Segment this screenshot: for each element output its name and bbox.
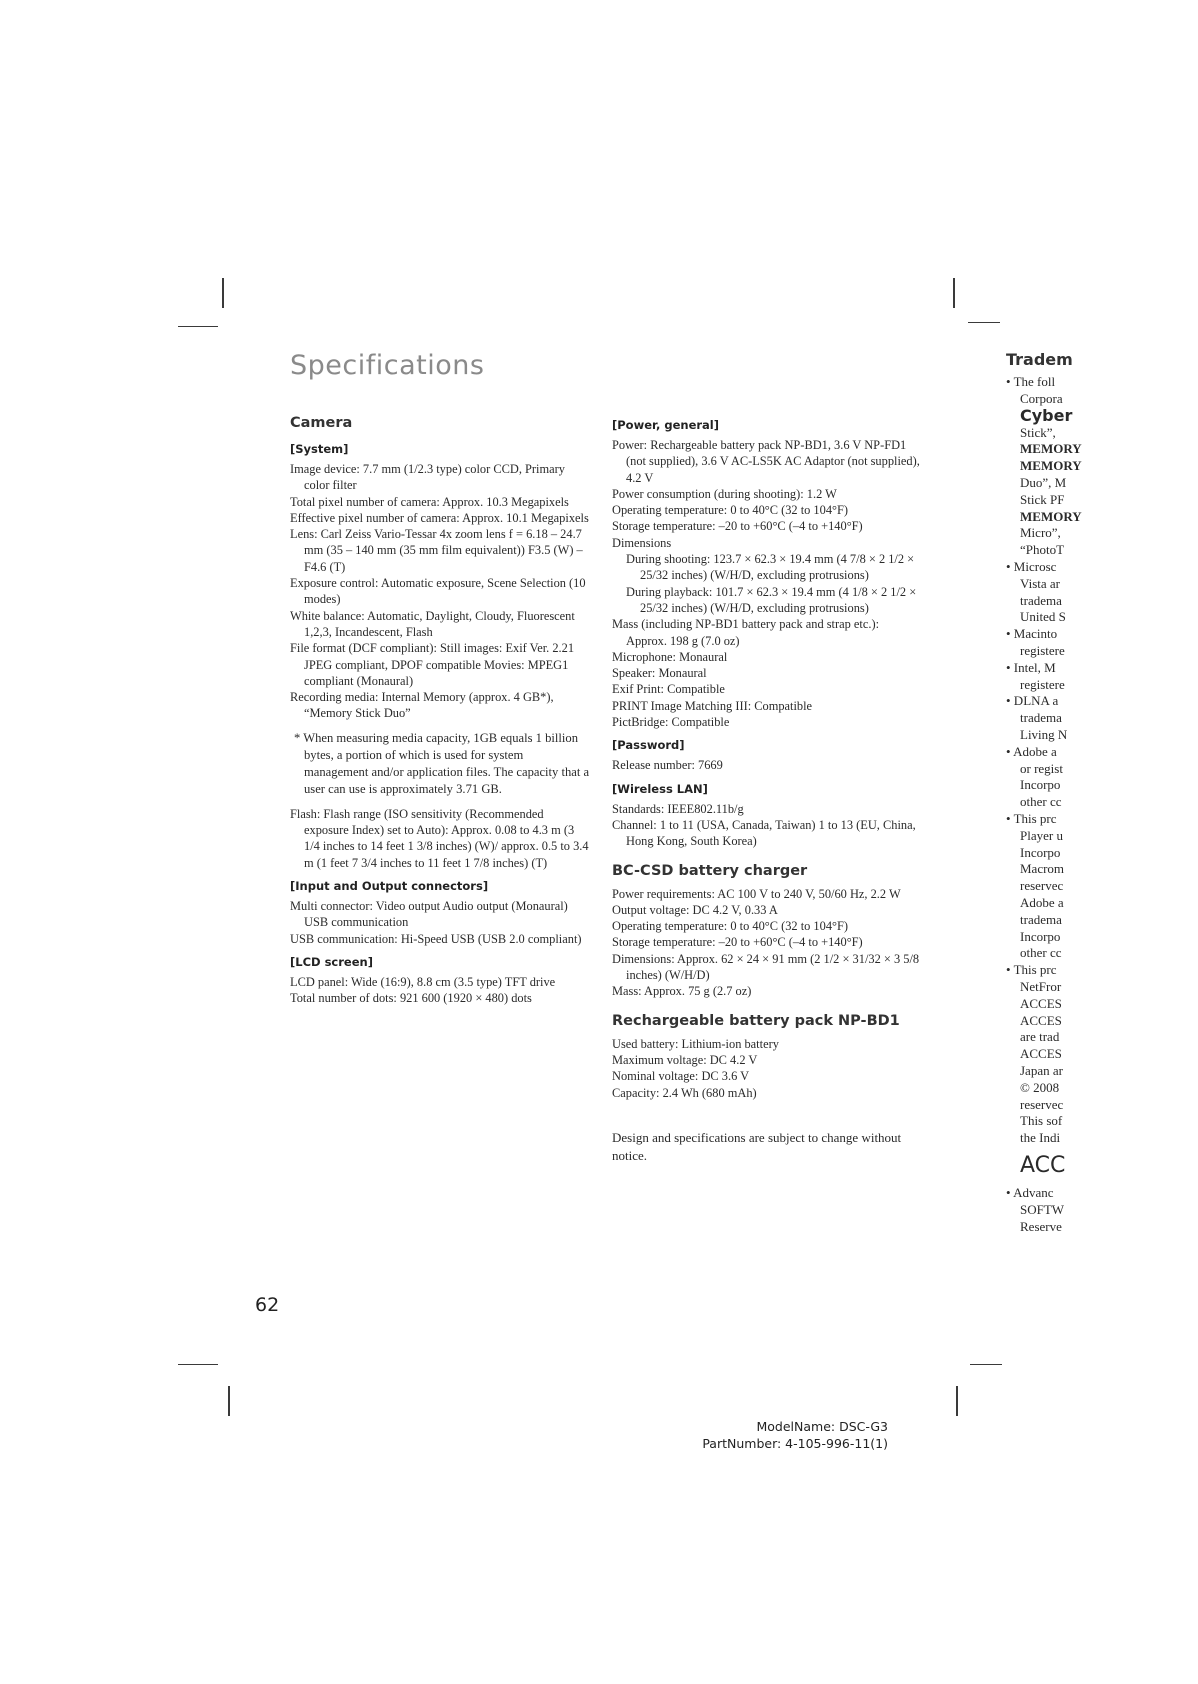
spec-line: Mass: Approx. 75 g (2.7 oz) [612, 984, 752, 999]
trademark-line: tradema [1020, 911, 1062, 927]
trademark-line: Adobe a [1020, 895, 1064, 910]
spec-line: Multi connector: Video output Audio output (Monaural) USB communication [290, 898, 568, 930]
spec-line: PRINT Image Matching III: Compatible [612, 698, 813, 713]
wireless-channel: Channel: 1 to 11 (USA, Canada, Taiwan) 1 to 13 (EU, China, Hong Kong, South Korea) [612, 817, 916, 849]
trademark-line: • Adobe a [1006, 743, 1057, 759]
spec-line: Exposure control: Automatic exposure, Scene Selection (10 modes) [290, 576, 586, 607]
trademark-line: • This prc [1006, 962, 1057, 978]
trademark-line: • This prc [1006, 811, 1057, 827]
model-name: ModelName: DSC-G3 [756, 1419, 888, 1434]
spec-line: Maximum voltage: DC 4.2 V [612, 1052, 758, 1067]
wireless-heading: [Wireless LAN] [612, 781, 708, 796]
trademark-line: registere [1020, 676, 1065, 692]
crop-mark-top-left-horizontal [178, 326, 218, 327]
trademark-line: Stick PF [1020, 491, 1065, 507]
power-heading: [Power, general] [612, 418, 720, 432]
trademark-line: • Macinto [1006, 626, 1058, 642]
spec-line: USB communication: Hi-Speed USB (USB 2.0 compliant) [290, 931, 582, 946]
print-footer [700, 1418, 888, 1452]
spec-line: Mass (including NP-BD1 battery pack and strap etc.): Approx. 198 g (7.0 oz) [612, 617, 880, 648]
trademark-line: • Intel, M [1006, 659, 1056, 675]
trademark-line: United S [1020, 609, 1066, 625]
crop-mark-bottom-left-horizontal [178, 1364, 218, 1365]
part-number: PartNumber: 4-105-996-11(1) [702, 1436, 888, 1451]
trademark-line: SOFTW [1020, 1201, 1065, 1217]
spec-line: Recording media: Internal Memory (approx. 4 GB*), “Memory Stick Duo” [290, 690, 554, 721]
spec-line: White balance: Automatic, Daylight, Cloudy, Fluorescent 1,2,3, Incandescent, Flash [290, 608, 575, 639]
lcd-heading: [LCD screen] [290, 954, 373, 969]
flash-spec: Flash: Flash range (ISO sensitivity (Recommended exposure Index) set to Auto): Approx. 0.08 to 4.3 m (3 1/4 inches to 14 feet 1 3/8 inches) (W)/ approx. 0.5 to 3.4 m (1 feet 7 3/4 inches to 11 feet 1 7/8 inches) (T) [290, 806, 589, 870]
trademark-line: • Advanc [1006, 1184, 1054, 1200]
release-number: Release number: 7669 [612, 758, 723, 773]
io-heading: [Input and Output connectors] [290, 878, 489, 893]
access-logo: ACC [1020, 1152, 1066, 1178]
trademark-line: NetFror [1020, 978, 1062, 994]
system-heading: [System] [290, 442, 349, 456]
trademark-line: “PhotoT [1020, 542, 1065, 558]
trademark-line: Player u [1020, 827, 1063, 843]
spec-line: Image device: 7.7 mm (1/2.3 type) color CCD, Primary color filter [290, 462, 565, 493]
spec-line: Used battery: Lithium-ion battery [612, 1036, 779, 1051]
trademark-line: Micro”, [1020, 525, 1061, 541]
spec-line: Microphone: Monaural [612, 649, 728, 664]
trademark-line: Macrom [1020, 861, 1065, 877]
battery-heading: Rechargeable battery pack NP-BD1 [612, 1012, 900, 1029]
spec-line: Total pixel number of camera: Approx. 10.3 Megapixels [290, 494, 569, 509]
trademark-line: Corpora [1020, 391, 1063, 407]
camera-column [290, 410, 590, 1006]
trademark-line: Incorpo [1020, 928, 1061, 944]
trademark-line: ACCES [1020, 995, 1062, 1011]
closing-note: Design and specifications are subject to change without notice. [612, 1129, 902, 1163]
page-title: Specifications [290, 350, 485, 381]
trademark-line: © 2008 [1020, 1079, 1060, 1095]
trademark-line: other cc [1020, 794, 1062, 810]
trademarks-heading: Tradem [1006, 352, 1073, 369]
crop-mark-bottom-left-vertical [228, 1386, 230, 1416]
spec-line: Output voltage: DC 4.2 V, 0.33 A [612, 902, 778, 917]
spec-line: PictBridge: Compatible [612, 715, 730, 730]
trademark-line: MEMORY [1020, 458, 1082, 474]
spec-line: During shooting: 123.7 × 62.3 × 19.4 mm (4 7/8 × 2 1/2 × 25/32 inches) (W/H/D, excluding protrusions) [626, 552, 915, 583]
spec-line: LCD panel: Wide (16:9), 8.8 cm (3.5 type) TFT drive [290, 974, 556, 989]
trademark-line: registere [1020, 643, 1065, 659]
trademark-line: • The foll [1006, 374, 1056, 390]
camera-heading: Camera [290, 415, 353, 431]
trademark-line: MEMORY [1020, 441, 1082, 457]
crop-mark-top-right-horizontal [968, 322, 1000, 323]
trademark-line: Stick”, [1020, 424, 1056, 440]
trademarks-column [1006, 352, 1198, 1235]
spec-line: Operating temperature: 0 to 40°C (32 to 104°F) [612, 919, 848, 934]
trademark-line: Cyber [1020, 405, 1073, 425]
spec-line: Operating temperature: 0 to 40°C (32 to 104°F) [612, 503, 848, 518]
spec-line: Power consumption (during shooting): 1.2 W [612, 486, 837, 501]
spec-line: Storage temperature: –20 to +60°C (–4 to +140°F) [612, 935, 863, 950]
trademark-line: Living N [1020, 727, 1068, 743]
spec-line: Dimensions [612, 535, 672, 550]
trademark-line: This sof [1020, 1113, 1063, 1129]
trademark-line: tradema [1020, 592, 1062, 608]
spec-line: Nominal voltage: DC 3.6 V [612, 1069, 750, 1084]
spec-line: Lens: Carl Zeiss Vario-Tessar 4x zoom lens f = 6.18 – 24.7 mm (35 – 140 mm (35 mm film equivalent)) F3.5 (W) – F4.6 (T) [290, 527, 583, 574]
password-heading: [Password] [612, 738, 685, 753]
spec-line: Power requirements: AC 100 V to 240 V, 50/60 Hz, 2.2 W [612, 886, 901, 901]
trademark-line: reservec [1020, 878, 1064, 894]
spec-line: Exif Print: Compatible [612, 682, 725, 697]
spec-line: During playback: 101.7 × 62.3 × 19.4 mm (4 1/8 × 2 1/2 × 25/32 inches) (W/H/D, excluding protrusions) [626, 584, 917, 615]
spec-line: Capacity: 2.4 Wh (680 mAh) [612, 1085, 757, 1100]
crop-mark-bottom-right-vertical [956, 1386, 958, 1416]
trademark-line: ACCES [1020, 1012, 1062, 1028]
trademark-line: are trad [1020, 1029, 1060, 1045]
crop-mark-bottom-right-horizontal [970, 1364, 1002, 1365]
trademark-line: Reserve [1020, 1218, 1062, 1234]
crop-mark-top-left-vertical [222, 278, 224, 308]
trademark-line: Incorpo [1020, 844, 1061, 860]
trademark-line: the Indi [1020, 1130, 1061, 1146]
spec-line: Dimensions: Approx. 62 × 24 × 91 mm (2 1/2 × 31/32 × 3 5/8 inches) (W/H/D) [612, 951, 920, 983]
trademark-line: • DLNA a [1006, 693, 1059, 709]
trademark-line: ACCES [1020, 1046, 1062, 1062]
charger-heading: BC-CSD battery charger [612, 862, 808, 879]
trademark-line: tradema [1020, 710, 1062, 726]
trademark-line: reservec [1020, 1096, 1064, 1112]
spec-line: Effective pixel number of camera: Approx. 10.1 Megapixels [290, 510, 589, 525]
trademark-line: Vista ar [1020, 575, 1061, 591]
trademark-line: MEMORY [1020, 508, 1082, 524]
capacity-footnote: * When measuring media capacity, 1GB equals 1 billion bytes, a portion of which is used for system management and/or application files. The capacity that a user can use is approximately 3.71 GB. [294, 730, 590, 796]
trademark-line: • Microsc [1006, 559, 1057, 575]
spec-line: Storage temperature: –20 to +60°C (–4 to +140°F) [612, 519, 863, 534]
spec-line: Power: Rechargeable battery pack NP-BD1, 3.6 V NP-FD1 (not supplied), 3.6 V AC-LS5K AC Adaptor (not supplied), 4.2 V [612, 438, 920, 485]
trademark-line: or regist [1020, 760, 1063, 776]
trademark-line: other cc [1020, 945, 1062, 961]
trademark-line: Incorpo [1020, 777, 1061, 793]
power-column [612, 410, 922, 1178]
trademark-line: Japan ar [1020, 1062, 1063, 1078]
spec-line: File format (DCF compliant): Still images: Exif Ver. 2.21 JPEG compliant, DPOF compatible Movies: MPEG1 compliant (Monaural) [290, 641, 575, 688]
crop-mark-top-right-vertical [953, 278, 955, 308]
wireless-standards: Standards: IEEE802.11b/g [612, 801, 744, 816]
spec-line: Total number of dots: 921 600 (1920 × 480) dots [290, 991, 532, 1006]
spec-line: Speaker: Monaural [612, 666, 707, 681]
trademark-line: Duo”, M [1020, 475, 1067, 491]
page-number: 62 [255, 1294, 280, 1316]
